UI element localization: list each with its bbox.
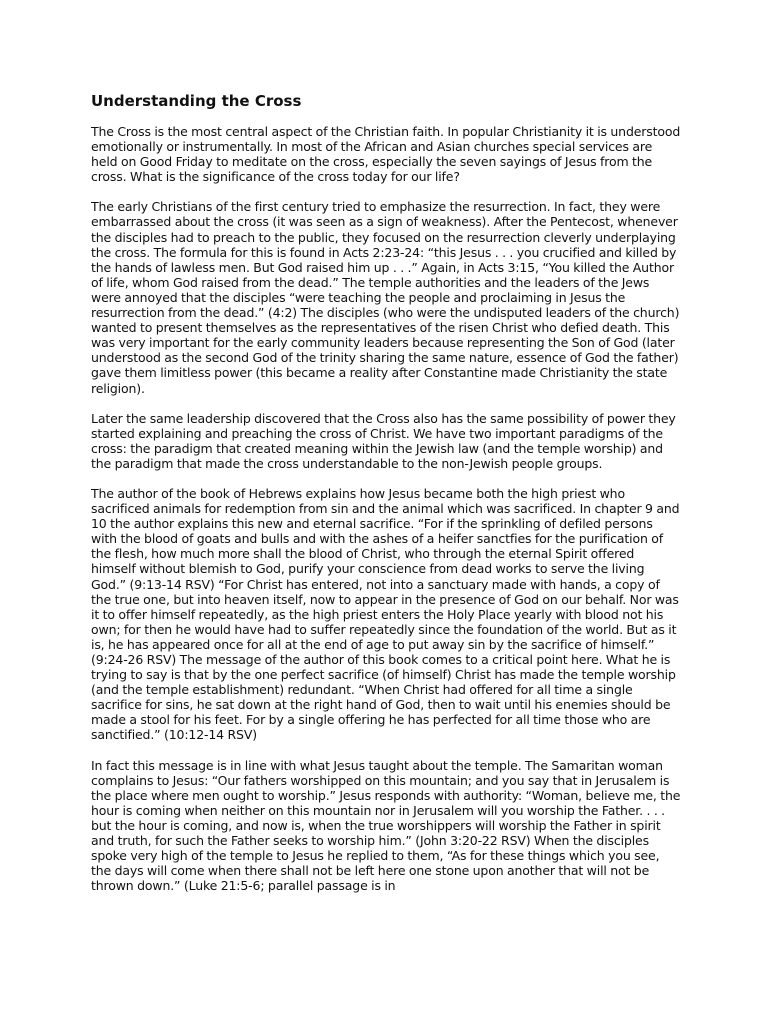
paragraph-temple: In fact this message is in line with what Jesus taught about the temple. The Samaritan woman complains to Jesus: “Our fathers worshipped on this mountain; and you say that in Jerusalem is the place where men ought to worship.” Jesus responds with authority: “Woman, believe me, the hour is coming when neither on this mountain nor in Jerusalem will you worship the Father. . . . but the hour is coming, and now is, when the true worshippers will worship the Father in spirit and truth, for such the Father seeks to worship him.” (John 3:20-22 RSV) When the disciples spoke very high of the temple to Jesus he replied to them, “As for these things which you see, the days will come when there shall not be left here one stone upon another that will not be thrown down.” (Luke 21:5-6; parallel passage is in	[91, 757, 681, 894]
paragraph-hebrews: The author of the book of Hebrews explains how Jesus became both the high priest who sacrificed animals for redemption from sin and the animal which was sacrificed. In chapter 9 and 10 the author explains this new and eternal sacrifice. “For if the sprinkling of defiled persons with the blood of goats and bulls and with the ashes of a heifer sanctfies for the purification of the flesh, how much more shall the blood of Christ, who through the eternal Spirit offered himself without blemish to God, purify your conscience from dead works to serve the living God.” (9:13-14 RSV) “For Christ has entered, not into a sanctuary made with hands, a copy of the true one, but into heaven itself, now to appear in the presence of God on our behalf. Nor was it to offer himself repeatedly, as the high priest enters the Holy Place yearly with blood not his own; for then he would have had to suffer repeatedly since the foundation of the world. But as it is, he has appeared once for all at the end of age to put away sin by the sacrifice of himself.” (9:24-26 RSV) The message of the author of this book comes to a critical point here. What he is trying to say is that by the one perfect sacrifice (of himself) Christ has made the temple worship (and the temple establishment) redundant. “When Christ had offered for all time a single sacrifice for sins, he sat down at the right hand of God, then to wait until his enemies should be made a stool for his feet. For by a single offering he has perfected for all time those who are sanctified.” (10:12-14 RSV)	[91, 485, 680, 743]
paragraph-early-christians: The early Christians of the first century tried to emphasize the resurrection. In fact, they were embarrassed about the cross (it was seen as a sign of weakness). After the Pentecost, whenever the disciples had to preach to the public, they focused on the resurrection cleverly underplaying the cross. The formula for this is found in Acts 2:23-24: “this Jesus . . . you crucified and killed by the hands of lawless men. But God raised him up . . .” Again, in Acts 3:15, “You killed the Author of life, whom God raised from the dead.” The temple authorities and the leaders of the Jews were annoyed that the disciples “were teaching the people and proclaiming in Jesus the resurrection from the dead.” (4:2) The disciples (who were the undisputed leaders of the church) wanted to present themselves as the representatives of the risen Christ who defied death. This was very important for the early community leaders because representing the Son of God (later understood as the second God of the trinity sharing the same nature, essence of God the father) gave them limitless power (this became a reality after Constantine made Christianity the state religion).	[91, 199, 680, 396]
paragraph-paradigms: Later the same leadership discovered that the Cross also has the same possibility of power they started explaining and preaching the cross of Christ. We have two important paradigms of the cross: the paradigm that created meaning within the Jewish law (and the temple worship) and the paradigm that made the cross understandable to the non-Jewish people groups.	[91, 410, 676, 471]
paragraph-intro: The Cross is the most central aspect of the Christian faith. In popular Christianity it is understood emotionally or instrumentally. In most of the African and Asian churches special services are held on Good Friday to meditate on the cross, especially the seven sayings of Jesus from the cross. What is the significance of the cross today for our life?	[91, 124, 681, 185]
document-title: Understanding the Cross	[91, 92, 302, 110]
document-page	[91, 90, 681, 908]
